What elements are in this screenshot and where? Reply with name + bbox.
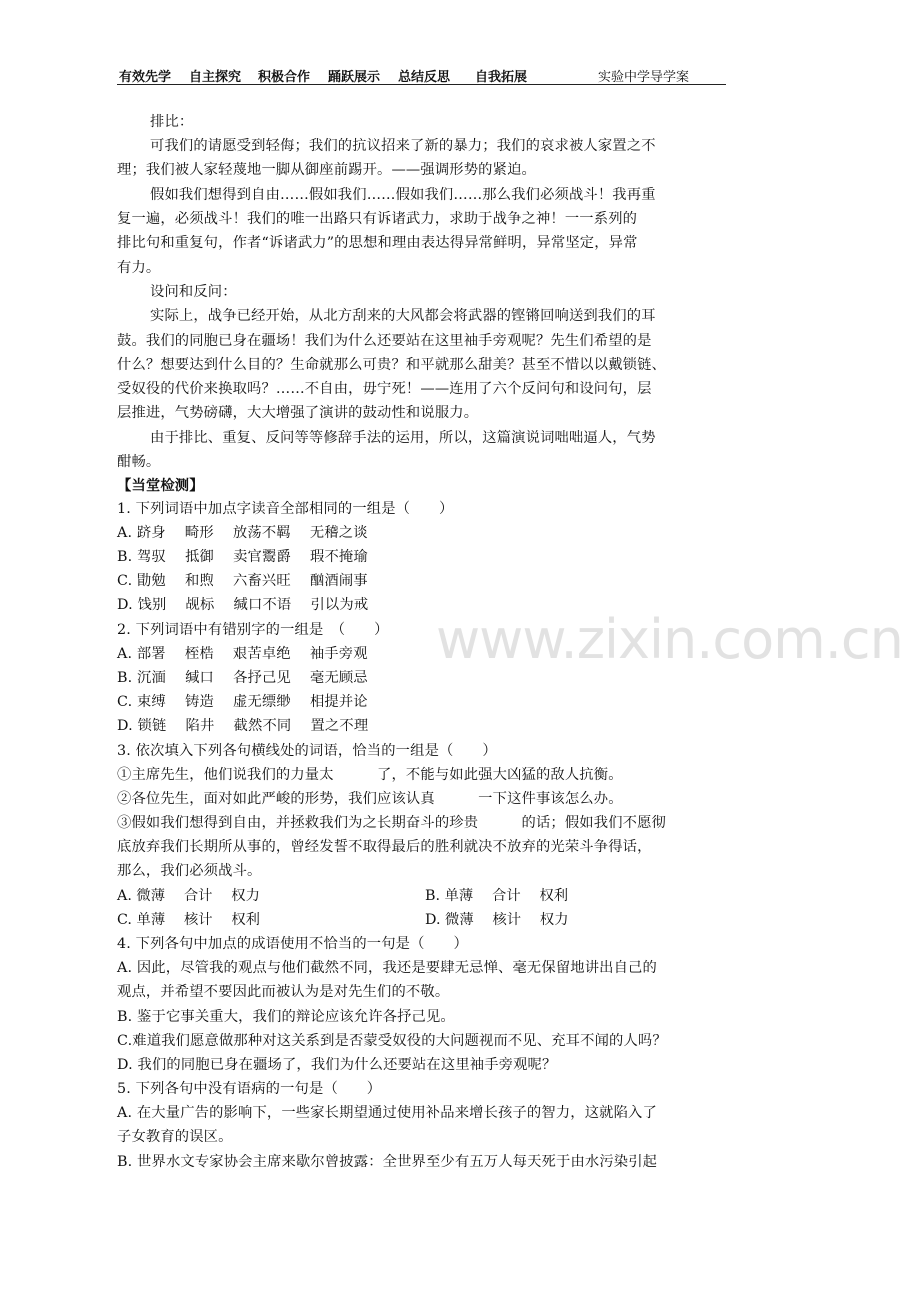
question-2-option-c: C. 束缚 铸造 虚无缥缈 相提并论 bbox=[117, 694, 368, 710]
question-5-stem: 5. 下列各句中没有语病的一句是（ ） bbox=[117, 1081, 382, 1097]
question-1-option-d: D. 饯别 觇标 缄口不语 引以为戒 bbox=[117, 597, 369, 613]
header-tab-4: 踊跃展示 bbox=[328, 70, 381, 85]
header-tab-2: 自主探究 bbox=[189, 70, 242, 85]
paibi-title: 排比： bbox=[150, 114, 194, 130]
paragraph-line: 排比句和重复句，作者“诉诸武力”的思想和理由表达得异常鲜明，异常坚定，异常 bbox=[117, 235, 638, 251]
header-school-title: 实验中学导学案 bbox=[598, 70, 690, 85]
question-3-sentence-2: ②各位先生，面对如此严峻的形势，我们应该认真 一下这件事该怎么办。 bbox=[117, 791, 623, 807]
page-header bbox=[117, 62, 726, 85]
wenfan-title: 设问和反问： bbox=[150, 284, 237, 300]
paragraph-line: 假如我们想得到自由……假如我们……假如我们……那么我们必须战斗！我再重 bbox=[150, 187, 656, 203]
header-tab-1: 有效先学 bbox=[119, 70, 172, 85]
section-title: 【当堂检测】 bbox=[117, 478, 204, 494]
paragraph-line: 实际上，战争已经开始，从北方刮来的大风都会将武器的铿锵回响送到我们的耳 bbox=[150, 308, 656, 324]
question-3-option-c: C. 单薄 核计 权利 bbox=[117, 912, 260, 928]
question-3-option-a: A. 微薄 合计 权力 bbox=[117, 888, 260, 904]
question-4-stem: 4. 下列各句中加点的成语使用不恰当的一句是（ ） bbox=[117, 936, 468, 952]
paragraph-line: 可我们的请愿受到轻侮；我们的抗议招来了新的暴力；我们的哀求被人家置之不 bbox=[150, 138, 656, 154]
paragraph-line: 由于排比、重复、反问等等修辞手法的运用，所以，这篇演说词咄咄逼人，气势 bbox=[150, 430, 656, 446]
question-3-option-d: D. 微薄 核计 权力 bbox=[425, 912, 569, 928]
question-3-sentence-3: 底放弃我们长期所从事的，曾经发誓不取得最后的胜利就决不放弃的光荣斗争得话， bbox=[117, 839, 652, 855]
question-4-option-d: D. 我们的同胞已身在疆场了，我们为什么还要站在这里袖手旁观呢？ bbox=[117, 1057, 557, 1073]
question-4-option-a: 观点，并希望不要因此而被认为是对先生们的不敬。 bbox=[117, 984, 450, 1000]
question-1-option-b: B. 驾驭 抵御 卖官鬻爵 瑕不掩瑜 bbox=[117, 549, 368, 565]
paragraph-line: 复一遍，必须战斗！我们的唯一出路只有诉诸武力，求助于战争之神！一一系列的 bbox=[117, 211, 638, 227]
question-4-option-c: C.难道我们愿意做那种对这关系到是否蒙受奴役的大问题视而不见、充耳不闻的人吗？ bbox=[117, 1033, 667, 1049]
header-tab-3: 积极合作 bbox=[258, 70, 311, 85]
paragraph-line: 酣畅。 bbox=[117, 454, 161, 470]
question-1-option-a: A. 跻身 畸形 放荡不羁 无稽之谈 bbox=[117, 525, 368, 541]
paragraph-line: 有力。 bbox=[117, 260, 161, 276]
question-3-stem: 3. 依次填入下列各句横线处的词语，恰当的一组是（ ） bbox=[117, 743, 497, 759]
question-2-stem: 2. 下列词语中有错别字的一组是 （ ） bbox=[117, 622, 389, 638]
question-1-option-c: C. 勖勉 和煦 六畜兴旺 酗酒闹事 bbox=[117, 573, 368, 589]
question-5-option-b: B. 世界水文专家协会主席来歇尔曾披露：全世界至少有五万人每天死于由水污染引起 bbox=[117, 1154, 658, 1170]
question-1-stem: 1. 下列词语中加点字读音全部相同的一组是（ ） bbox=[117, 501, 454, 517]
paragraph-line: 鼓。我们的同胞已身在疆场！我们为什么还要站在这里袖手旁观呢？先生们希望的是 bbox=[117, 333, 652, 349]
paragraph-line: 什么？想要达到什么目的？生命就那么可贵？和平就那么甜美？甚至不惜以以戴锁链、 bbox=[117, 357, 666, 373]
header-tab-6: 自我拓展 bbox=[475, 70, 528, 85]
question-5-option-a: A. 在大量广告的影响下，一些家长期望通过使用补品来增长孩子的智力，这就陷入了 bbox=[117, 1105, 657, 1121]
question-5-option-a: 子女教育的误区。 bbox=[117, 1129, 233, 1145]
question-3-sentence-3: ③假如我们想得到自由，并拯救我们为之长期奋斗的珍贵 的话；假如我们不愿彻 bbox=[117, 815, 666, 831]
question-4-option-b: B. 鉴于它事关重大，我们的辩论应该允许各抒己见。 bbox=[117, 1009, 455, 1025]
question-3-option-b: B. 单薄 合计 权利 bbox=[425, 888, 569, 904]
question-3-sentence-1: ①主席先生，他们说我们的力量太 了，不能与如此强大凶猛的敌人抗衡。 bbox=[117, 767, 623, 783]
question-2-option-b: B. 沉湎 缄口 各抒己见 毫无顾忌 bbox=[117, 670, 368, 686]
paragraph-line: 层推进，气势磅礴，大大增强了演讲的鼓动性和说服力。 bbox=[117, 405, 479, 421]
paragraph-line: 理；我们被人家轻蔑地一脚从御座前踢开。——强调形势的紧迫。 bbox=[117, 162, 536, 178]
question-4-option-a: A. 因此，尽管我的观点与他们截然不同，我还是要肆无忌惮、毫无保留地讲出自己的 bbox=[117, 960, 657, 976]
header-tab-5: 总结反思 bbox=[398, 70, 451, 85]
question-3-sentence-3: 那么，我们必须战斗。 bbox=[117, 863, 262, 879]
question-2-option-a: A. 部署 桎梏 艰苦卓绝 袖手旁观 bbox=[117, 646, 368, 662]
paragraph-line: 受奴役的代价来换取吗？……不自由，毋宁死！——连用了六个反问句和设问句，层 bbox=[117, 381, 652, 397]
question-2-option-d: D. 锁链 陷井 截然不同 置之不理 bbox=[117, 718, 369, 734]
watermark: www.zixin.com.cn bbox=[436, 608, 903, 671]
